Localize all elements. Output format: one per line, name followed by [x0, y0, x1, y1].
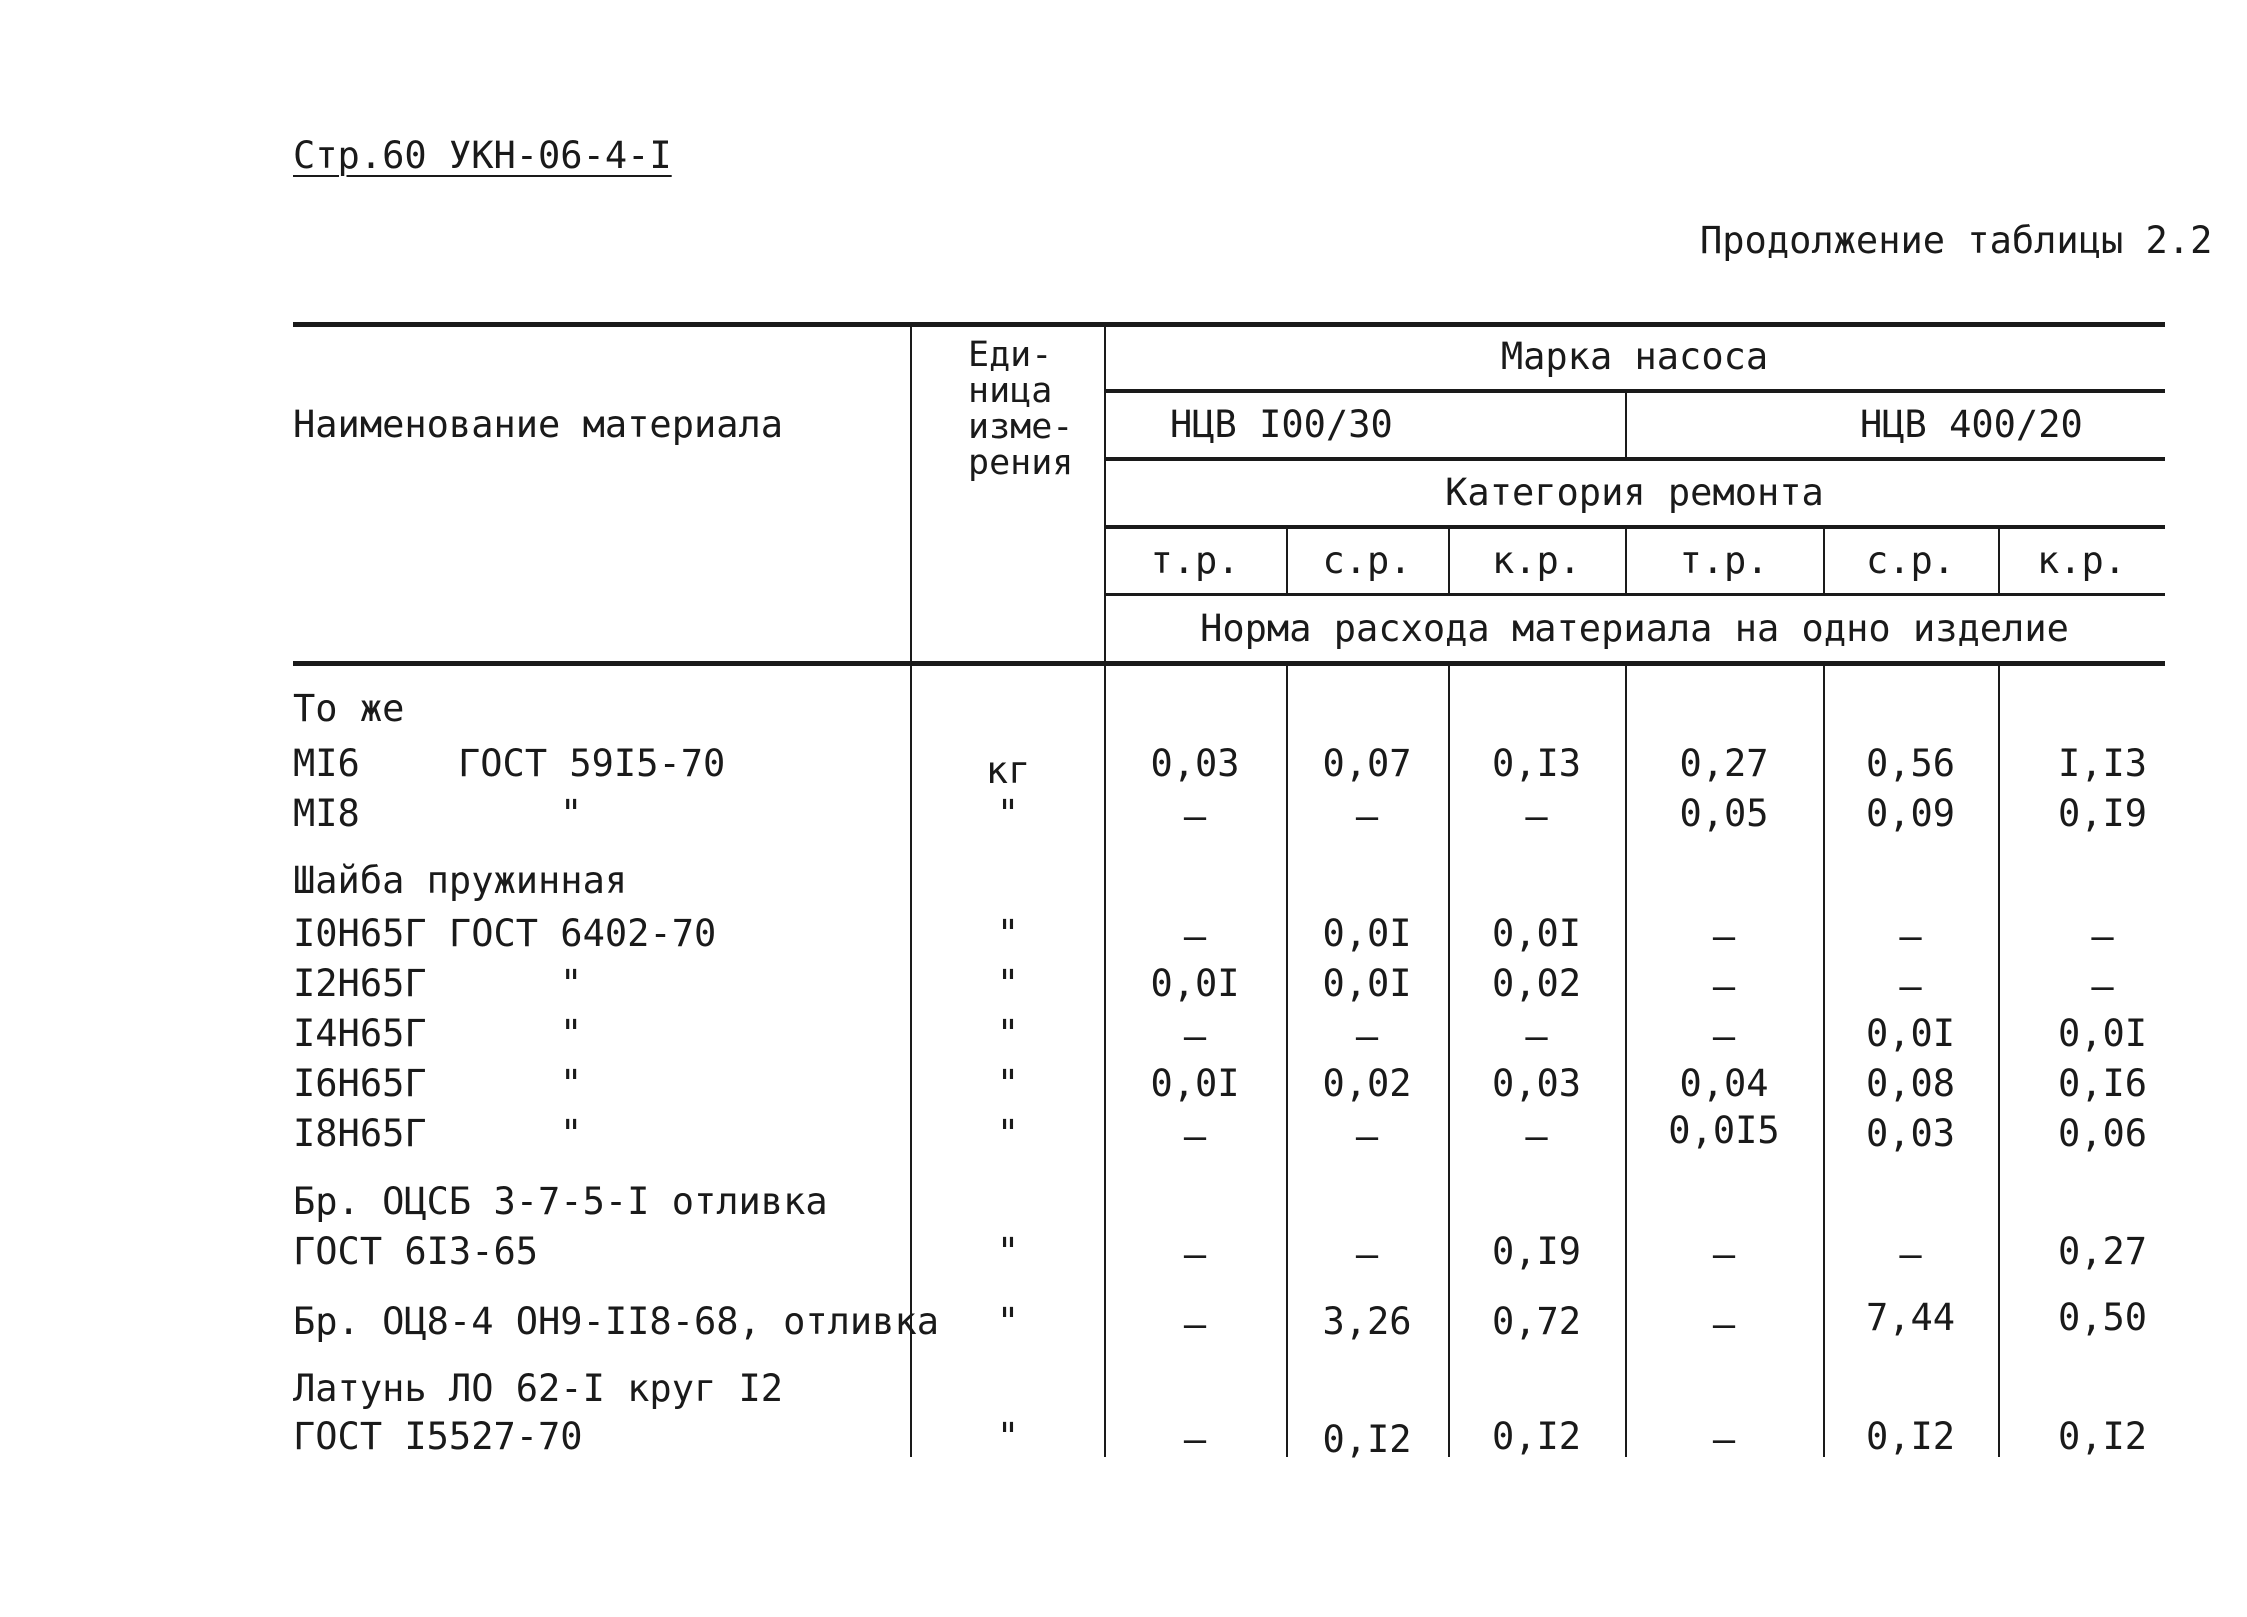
cell: 0,05	[1679, 792, 1769, 835]
cell: 0,I2	[1322, 1418, 1412, 1461]
row-unit: "	[996, 1062, 1020, 1105]
row-name: Бр. ОЦ8-4 ОН9-II8-68, отливка	[293, 1300, 940, 1343]
cell: 0,07	[1322, 742, 1412, 785]
cell: –	[1712, 1233, 1736, 1276]
cell: –	[1712, 1303, 1736, 1346]
cell: 3,26	[1322, 1300, 1412, 1343]
cell: 0,03	[1491, 1062, 1582, 1105]
row-name: MI6	[293, 742, 360, 785]
cell: 0,I2	[1491, 1415, 1582, 1458]
row-name: I6Н65Г	[293, 1062, 427, 1105]
cell: –	[1525, 1115, 1548, 1158]
cell: –	[1355, 1115, 1379, 1158]
cell: 0,50	[2057, 1296, 2148, 1339]
cell: 0,0I	[1491, 912, 1582, 955]
cell: 0,0I	[1322, 912, 1412, 955]
group-label-bronze: Бр. ОЦСБ 3-7-5-I отливка	[293, 1180, 828, 1223]
repair-category-header: Категория ремонта	[1445, 471, 1824, 514]
category-header-1: т.р.	[1150, 539, 1240, 582]
cell: 0,I9	[1491, 1230, 1582, 1273]
cell: 0,I2	[2057, 1415, 2148, 1458]
cell: 0,03	[1150, 742, 1240, 785]
cell: –	[1712, 915, 1736, 958]
row-unit: кг	[985, 749, 1031, 792]
row-name: I8Н65Г	[293, 1112, 427, 1155]
row-gost: ГОСТ 59I5-70	[458, 742, 726, 785]
cell: 0,I9	[2057, 792, 2148, 835]
row-ditto: "	[560, 1112, 583, 1155]
cell: 0,06	[2057, 1112, 2148, 1155]
cell: –	[1525, 795, 1548, 838]
row-unit: "	[996, 912, 1020, 955]
row-name: I4Н65Г	[293, 1012, 427, 1055]
body-col-line-5	[1998, 664, 2000, 1457]
row-name: I0Н65Г ГОСТ 6402-70	[293, 912, 717, 955]
cell: –	[1183, 1015, 1207, 1058]
cell: –	[1712, 1418, 1736, 1461]
pump-header-ncv-100-30: НЦВ I00/30	[1170, 403, 1393, 446]
cell: 0,04	[1679, 1062, 1769, 1105]
row-name: ГОСТ I5527-70	[293, 1415, 583, 1458]
category-header-3: к.р.	[1491, 539, 1582, 582]
category-header-5: с.р.	[1865, 539, 1956, 582]
cell: –	[1183, 915, 1207, 958]
cell: 0,I3	[1491, 742, 1582, 785]
table-continuation-label: Продолжение таблицы 2.2	[1700, 219, 2213, 262]
col-line-unit-left	[910, 325, 912, 1457]
cell: –	[1899, 965, 1922, 1008]
category-header-4: т.р.	[1679, 539, 1769, 582]
group-label-same: То же	[293, 687, 405, 730]
cell: 0,0I	[1322, 962, 1412, 1005]
row-ditto: "	[560, 962, 583, 1005]
cell: 0,0I5	[1668, 1109, 1780, 1152]
cell: 0,0I	[2057, 1012, 2148, 1055]
row-unit: "	[996, 1112, 1020, 1155]
material-name-header: Наименование материала	[293, 403, 784, 446]
cell: –	[1183, 1233, 1207, 1276]
cell: 0,02	[1491, 962, 1582, 1005]
row-unit: "	[996, 1415, 1020, 1458]
cell: –	[1183, 795, 1207, 838]
unit-header-line-4: рения	[968, 443, 1074, 483]
row-unit: "	[996, 1300, 1020, 1343]
cell: –	[1183, 1418, 1207, 1461]
cell: 0,72	[1491, 1300, 1582, 1343]
table-top-rule	[293, 322, 2165, 327]
row-name: ГОСТ 6I3-65	[293, 1230, 539, 1273]
cell: 0,03	[1865, 1112, 1956, 1155]
cell: 0,I6	[2057, 1062, 2148, 1105]
group-label-brass: Латунь ЛО 62-I круг I2	[293, 1367, 784, 1410]
category-header-6: к.р.	[2036, 539, 2127, 582]
header-bottom-rule	[293, 661, 2165, 666]
col-line-pump-divider	[1625, 391, 1627, 459]
cell: –	[1712, 1015, 1736, 1058]
header-rule-2	[1104, 457, 2165, 461]
cell: –	[1355, 1015, 1379, 1058]
header-rule-3	[1104, 525, 2165, 529]
cell: –	[2091, 915, 2114, 958]
pump-brand-header: Марка насоса	[1500, 335, 1769, 378]
header-rule-1	[1104, 389, 2165, 393]
pump-header-ncv-400-20: НЦВ 400/20	[1860, 403, 2083, 446]
cell: 7,44	[1865, 1296, 1956, 1339]
cell: –	[1355, 1233, 1379, 1276]
cell: 0,02	[1322, 1062, 1412, 1105]
cell: 0,0I	[1150, 1062, 1240, 1105]
group-label-washer: Шайба пружинная	[293, 859, 628, 902]
row-unit: "	[996, 1012, 1020, 1055]
row-ditto: "	[560, 1012, 583, 1055]
cell: –	[2091, 965, 2114, 1008]
row-unit: "	[996, 962, 1020, 1005]
cell: 0,I2	[1865, 1415, 1956, 1458]
unit-header-line-3: изме-	[968, 407, 1074, 447]
cell: 0,56	[1865, 742, 1956, 785]
cell: 0,27	[2057, 1230, 2148, 1273]
cell: 0,08	[1865, 1062, 1956, 1105]
cell: –	[1525, 1015, 1548, 1058]
cell: –	[1899, 1233, 1922, 1276]
row-ditto: "	[560, 792, 583, 835]
header-rule-4	[1104, 593, 2165, 596]
body-col-line-4	[1823, 664, 1825, 1457]
unit-header-line-2: ница	[968, 371, 1053, 411]
cell: –	[1712, 965, 1736, 1008]
cell: –	[1183, 1115, 1207, 1158]
cell: –	[1355, 795, 1379, 838]
cell: 0,0I	[1150, 962, 1240, 1005]
cell: –	[1899, 915, 1922, 958]
norm-header: Норма расхода материала на одно изделие	[1200, 607, 2069, 650]
cell: 0,0I	[1865, 1012, 1956, 1055]
row-unit: "	[996, 1230, 1020, 1273]
cell: I,I3	[2057, 742, 2148, 785]
unit-header-line-1: Еди-	[968, 335, 1053, 375]
row-unit: "	[996, 792, 1020, 835]
cell: 0,09	[1865, 792, 1956, 835]
row-name: I2Н65Г	[293, 962, 427, 1005]
category-header-2: с.р.	[1322, 539, 1412, 582]
page-header: Стр.60 УКН-06-4-I	[293, 134, 672, 177]
row-name: MI8	[293, 792, 360, 835]
row-ditto: "	[560, 1062, 583, 1105]
cell: 0,27	[1679, 742, 1769, 785]
cell: –	[1183, 1303, 1207, 1346]
